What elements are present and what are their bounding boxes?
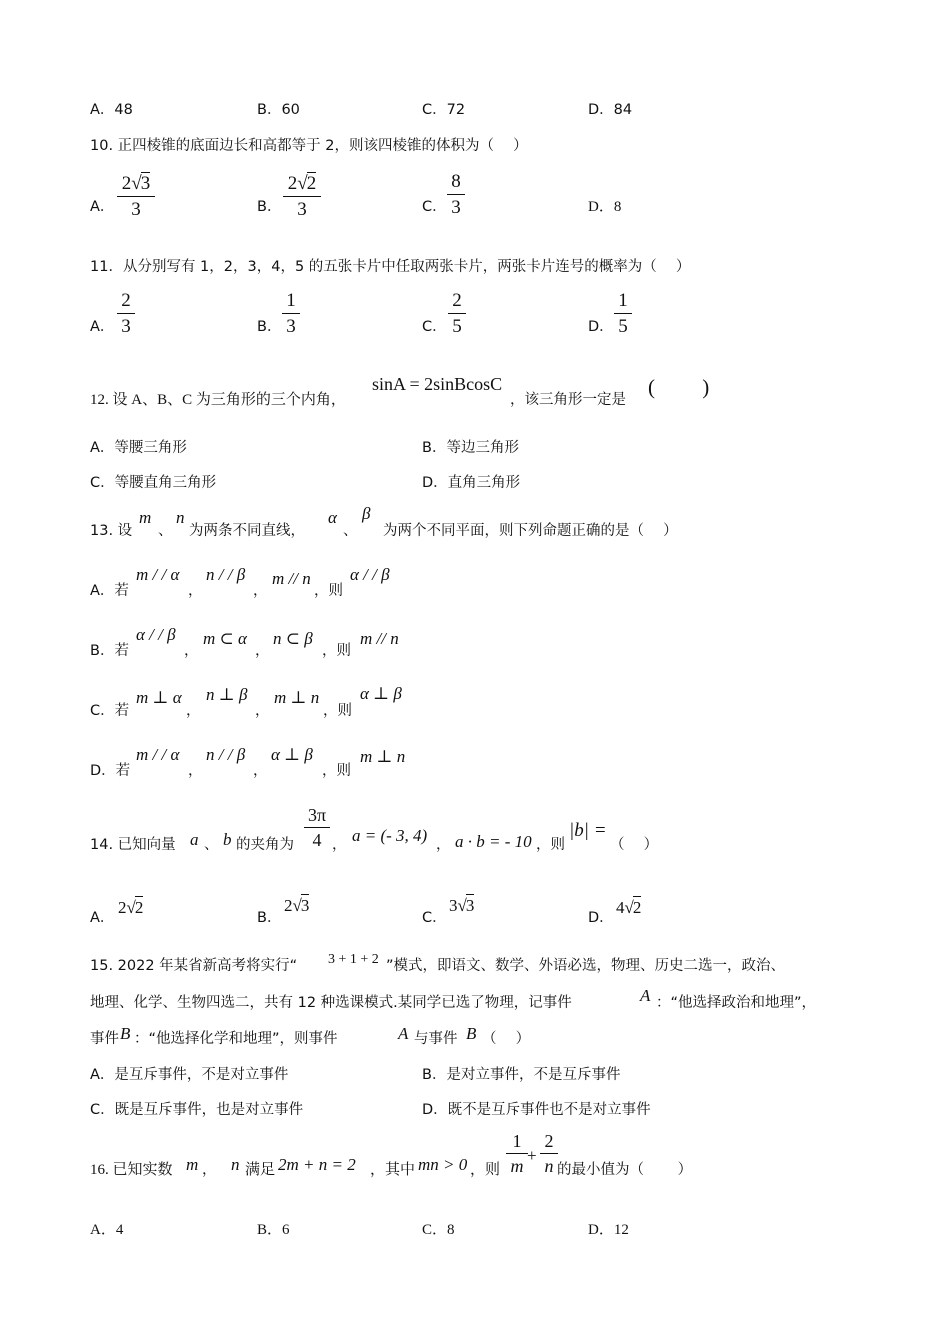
q16-comma: ， [202,1162,217,1178]
q16-option-c: C．8 [422,1222,455,1238]
q13-option-a-c2: n / / β [206,565,246,584]
q14-paren: （ ） [610,837,659,853]
q13-alpha: α [328,508,337,527]
q15-line3-d: （ ） [482,1031,531,1047]
q13-option-b-then: ，则 [322,643,351,659]
q11-stem: 11．从分别写有 1，2，3，4，5 的五张卡片中任取两张卡片，两张卡片连号的概率为（ ） [90,259,691,275]
q11-option-c-fraction: $\frac{2}{5}$ [448,291,466,336]
q10-option-d: D．8 [588,199,622,215]
q14-sep: 、 [204,837,219,853]
q13-option-b-result: m // n [360,629,399,648]
q16-stem-b: 满足 [245,1162,276,1178]
q13-option-c-c2: n ⊥ β [206,685,248,704]
q12-option-c: C．等腰直角三角形 [90,475,217,491]
q14-option-b-value: 2√3 [284,896,310,915]
q10-option-c-fraction: $\frac{8}{3}$ [447,172,465,217]
q12-option-d: D．直角三角形 [422,475,521,491]
q14-option-c-label: C． [422,910,447,926]
q13-option-a-c1: m / / α [136,565,180,584]
q13-sep2: 、 [343,523,358,539]
q14-vec-a: a [190,830,199,849]
q16-fraction-2: $\frac{2}{n}$ [540,1132,558,1175]
q13-option-d-c1: m / / α [136,745,180,764]
q15-option-c: C．既是互斥事件，也是对立事件 [90,1102,304,1118]
q13-option-d-c2: n / / β [206,745,246,764]
comma: ， [188,763,203,779]
q14-option-c-value: 3√3 [449,896,475,915]
q13-option-d-c3: α ⊥ β [271,745,313,764]
q15-line1-a: 15. 2022 年某省新高考将实行“ [90,958,298,974]
q16-fraction-1: $\frac{1}{m}$ [506,1132,528,1175]
q15-event-a-2: A [398,1024,409,1043]
q15-line1-b: ”模式，即语文、数学、外语必选，物理、历史二选一，政治、 [386,958,786,974]
q11-option-a-label: A． [90,319,115,335]
q13-stem-c: 为两个不同平面，则下列命题正确的是（ ） [383,523,678,539]
comma: ， [255,703,270,719]
q13-sep: 、 [158,523,173,539]
q11-option-d-fraction: $\frac{1}{5}$ [614,291,632,336]
q14-vec-b: b [223,830,232,849]
q10-option-a-fraction: $\frac{2√3}{3}$ [117,172,155,219]
comma: ， [332,837,347,853]
comma: ， [253,763,268,779]
q16-stem-e: 的最小值为（ ） [557,1162,693,1178]
q13-var-m: m [139,508,152,527]
q11-option-b-label: B． [257,319,282,335]
q13-option-a-label: A．若 [90,583,129,599]
q16-stem-c: ，其中 [370,1162,416,1178]
q16-option-b: B．6 [257,1222,290,1238]
q12-formula: sinA = 2sinBcosC [372,374,503,394]
q10-option-a-label: A． [90,199,115,215]
q13-option-d-result: m ⊥ n [360,747,406,766]
q10-option-b-label: B． [257,199,282,215]
q13-stem-a: 13. 设 [90,523,133,539]
q14-option-a-value: 2√2 [118,898,144,917]
q15-line3-c: 与事件 [414,1031,458,1047]
q13-var-n: n [176,508,185,527]
q15-line2-b: ：“他选择政治和地理”， [656,995,817,1011]
q10-stem: 10. 正四棱锥的底面边长和高都等于 2，则该四棱锥的体积为（ ） [90,138,528,154]
comma: ， [184,643,199,659]
q13-option-c-result: α ⊥ β [360,684,402,703]
q10-option-c-label: C． [422,199,447,215]
q15-line2: 地理、化学、生物四选二，共有 12 种选课模式.某同学已选了物理，记事件 [90,995,572,1011]
q15-event-b-2: B [466,1024,477,1043]
q15-line3-b: ：“他选择化学和地理”，则事件 [134,1031,338,1047]
q10-option-b-fraction: $\frac{2√2}{3}$ [283,172,321,219]
q11-option-c-label: C． [422,319,447,335]
comma: ， [253,583,268,599]
q14-cond-2: a · b = - 10 [455,832,532,851]
q13-beta: β [362,504,371,523]
comma: ， [186,703,201,719]
q16-cond2: mn > 0 [418,1155,468,1174]
q15-option-a: A．是互斥事件，不是对立事件 [90,1067,289,1083]
q13-option-c-label: C．若 [90,703,130,719]
q14-option-d-value: 4√2 [616,898,642,917]
q15-option-b: B．是对立事件，不是互斥事件 [422,1067,621,1083]
q9-option-a: A．48 [90,102,133,118]
q13-option-d-label: D．若 [90,763,131,779]
q11-option-d-label: D． [588,319,614,335]
q14-option-a-label: A． [90,910,115,926]
comma: ， [255,643,270,659]
q14-abs-b: |b| = [569,820,607,841]
q12-stem-b: ，该三角形一定是 [510,392,626,408]
q16-cond: 2m + n = 2 [278,1155,356,1174]
q13-option-a-result: α / / β [350,565,390,584]
q11-option-b-fraction: $\frac{1}{3}$ [282,291,300,336]
q15-mode: 3 + 1 + 2 [328,952,379,967]
q11-option-a-fraction: $\frac{2}{3}$ [117,291,135,336]
q15-option-d: D．既不是互斥事件也不是对立事件 [422,1102,651,1118]
q14-angle-fraction: $\frac{3\pi}{4}$ [304,806,330,849]
q15-event-a: A [640,986,651,1005]
q13-option-c-c1: m ⊥ α [136,688,182,707]
q13-option-c-then: ，则 [323,703,352,719]
q13-option-b-c2: m ⊂ α [203,629,247,648]
q15-line3-a: 事件 [90,1031,119,1047]
q14-stem-a: 14. 已知向量 [90,837,176,853]
comma: ， [188,583,203,599]
q16-option-a: A．4 [90,1222,124,1238]
q13-option-a-then: ，则 [314,583,343,599]
q14-stem-c: ，则 [536,837,565,853]
q9-option-c: C．72 [422,102,466,118]
q14-stem-b: 的夹角为 [236,837,294,853]
q14-cond-1: a = (- 3, 4) [352,826,428,845]
q12-stem-a: 12. 设 A、B、C 为三角形的三个内角， [90,392,346,408]
q16-plus: + [527,1146,537,1165]
q12-option-a: A．等腰三角形 [90,440,187,456]
q13-option-d-then: ，则 [322,763,351,779]
q13-option-b-c3: n ⊂ β [273,629,313,648]
comma: ， [436,837,451,853]
q9-option-d: D．84 [588,102,633,118]
q9-option-b: B．60 [257,102,300,118]
q13-option-b-label: B．若 [90,643,129,659]
q13-option-c-c3: m ⊥ n [274,688,320,707]
q13-option-b-c1: α / / β [136,625,176,644]
q13-stem-b: 为两条不同直线， [189,523,305,539]
q16-option-d: D．12 [588,1222,629,1238]
q12-paren: ( ) [648,375,710,399]
q16-stem-d: ，则 [470,1162,501,1178]
q13-option-a-c3: m // n [272,569,311,588]
q16-stem-a: 16. 已知实数 [90,1162,173,1178]
q14-option-b-label: B． [257,910,282,926]
q14-option-d-label: D． [588,910,614,926]
q16-var-n: n [231,1155,240,1174]
q12-option-b: B．等边三角形 [422,440,519,456]
q15-event-b: B [120,1024,131,1043]
q16-var-m: m [186,1155,199,1174]
